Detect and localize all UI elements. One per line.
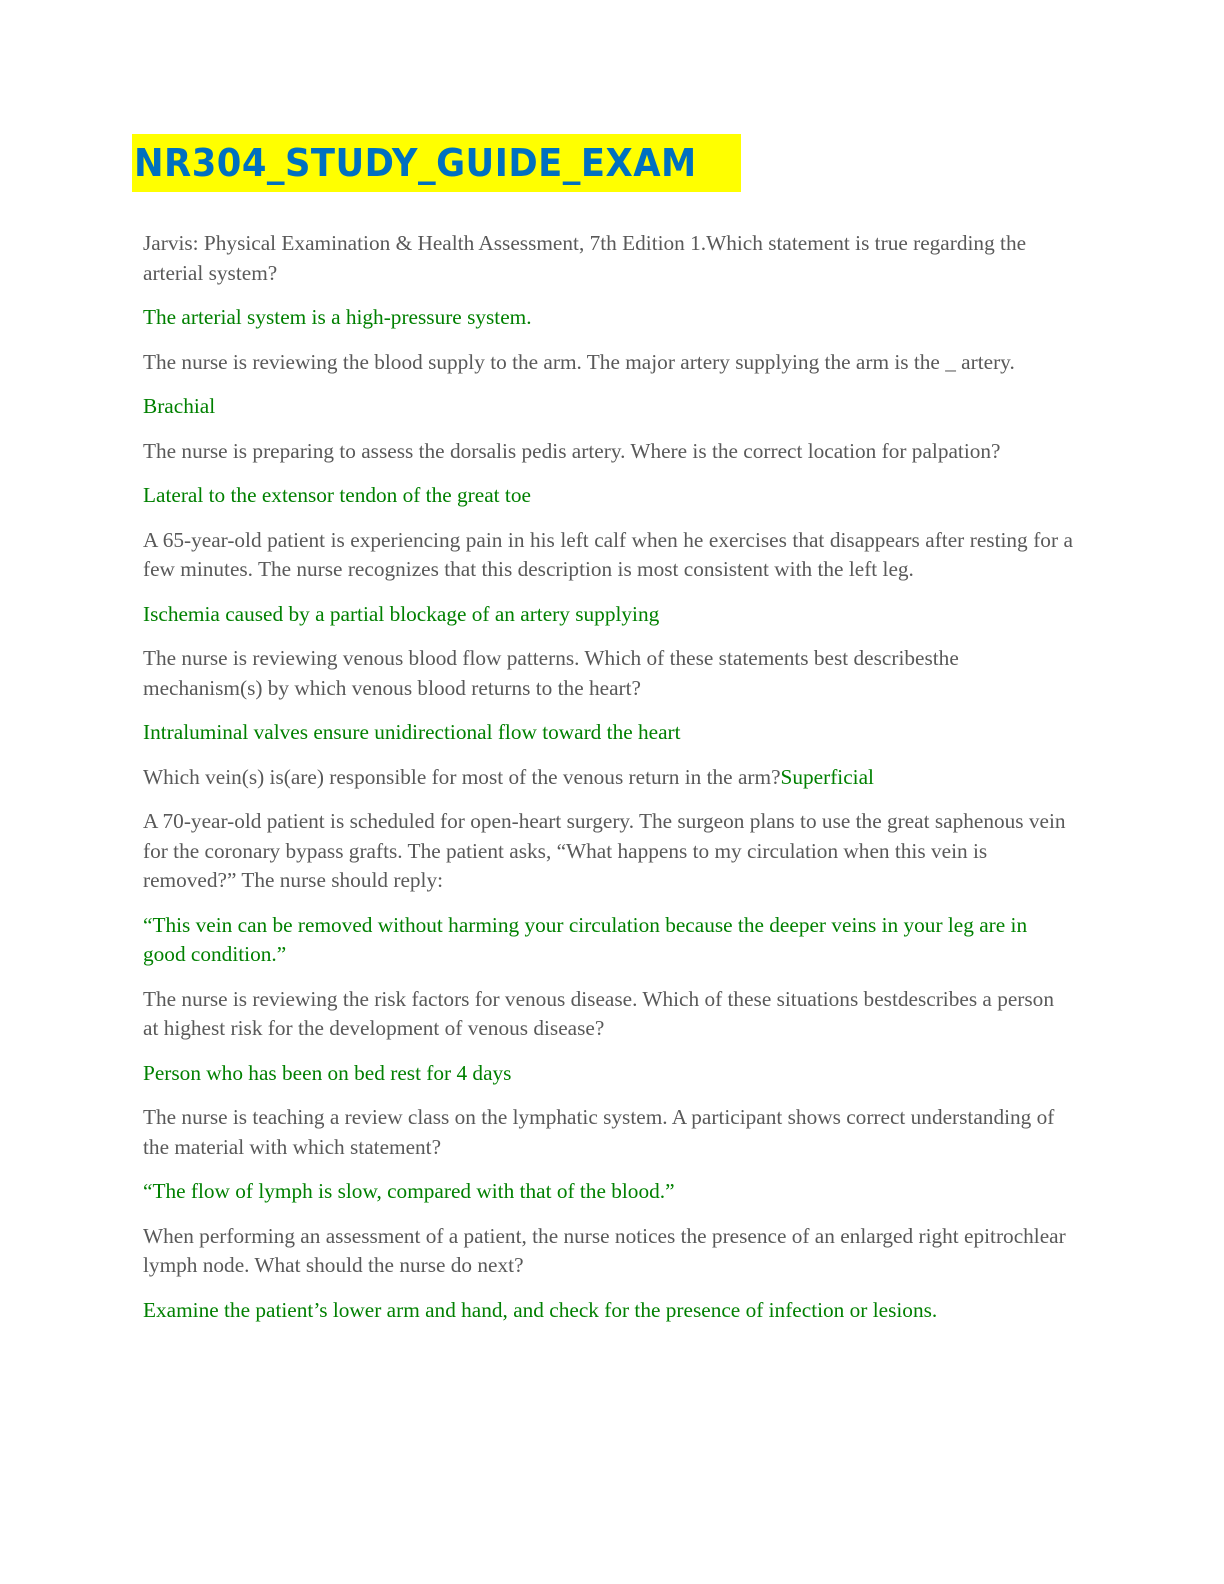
qa-list bbox=[143, 229, 1073, 1340]
answer-text: Brachial bbox=[143, 394, 216, 418]
answer-text: “This vein can be removed without harming your circulation because the deeper veins in your leg are in good condition.” bbox=[143, 912, 1028, 966]
answer-text: Lateral to the extensor tendon of the great toe bbox=[143, 483, 531, 507]
answer-text: Intraluminal valves ensure unidirectional flow toward the heart bbox=[143, 720, 681, 744]
answer-text: Examine the patient’s lower arm and hand, and check for the presence of infection or lesions. bbox=[143, 1297, 938, 1322]
title-highlight bbox=[132, 134, 741, 192]
document-title: NR304_STUDY_GUIDE_EXAM bbox=[134, 141, 697, 185]
question-text: Jarvis: Physical Examination & Health Assessment, 7th Edition 1.Which statement is true regarding the arterial system? bbox=[143, 231, 1027, 285]
answer-text: “The flow of lymph is slow, compared with that of the blood.” bbox=[143, 1179, 675, 1203]
answer-text: Superficial bbox=[780, 764, 874, 789]
question-text: The nurse is reviewing venous blood flow patterns. Which of these statements best describesthe mechanism(s) by which venous blood returns to the heart? bbox=[143, 646, 959, 700]
question-text: The nurse is reviewing the risk factors for venous disease. Which of these situations bestdescribes a person at highest risk for the development of venous disease? bbox=[143, 986, 1054, 1040]
question-text: Which vein(s) is(are) responsible for most of the venous return in the arm? bbox=[143, 764, 781, 789]
question-text: When performing an assessment of a patient, the nurse notices the presence of an enlarged right epitrochlear lymph node. What should the nurse do next? bbox=[143, 1223, 1066, 1277]
question-text: A 70-year-old patient is scheduled for open-heart surgery. The surgeon plans to use the great saphenous vein for the coronary bypass grafts. The patient asks, “What happens to my circulation when this vein is removed?” The nurse should reply: bbox=[143, 809, 1066, 892]
question-with-inline-answer bbox=[143, 763, 1073, 793]
question-text: The nurse is reviewing the blood supply to the arm. The major artery supplying the arm is the _ artery. bbox=[143, 349, 1015, 374]
answer-text: Ischemia caused by a partial blockage of an artery supplying bbox=[143, 601, 660, 626]
question-text: The nurse is preparing to assess the dorsalis pedis artery. Where is the correct location for palpation? bbox=[143, 438, 1001, 463]
question-text: A 65-year-old patient is experiencing pain in his left calf when he exercises that disappears after resting for a few minutes. The nurse recognizes that this description is most consistent with the left leg. bbox=[143, 527, 1073, 581]
answer-text: Person who has been on bed rest for 4 days bbox=[143, 1060, 512, 1085]
question-text: The nurse is teaching a review class on the lymphatic system. A participant shows correct understanding of the material with which statement? bbox=[143, 1105, 1055, 1159]
answer-text: The arterial system is a high-pressure system. bbox=[143, 305, 532, 329]
